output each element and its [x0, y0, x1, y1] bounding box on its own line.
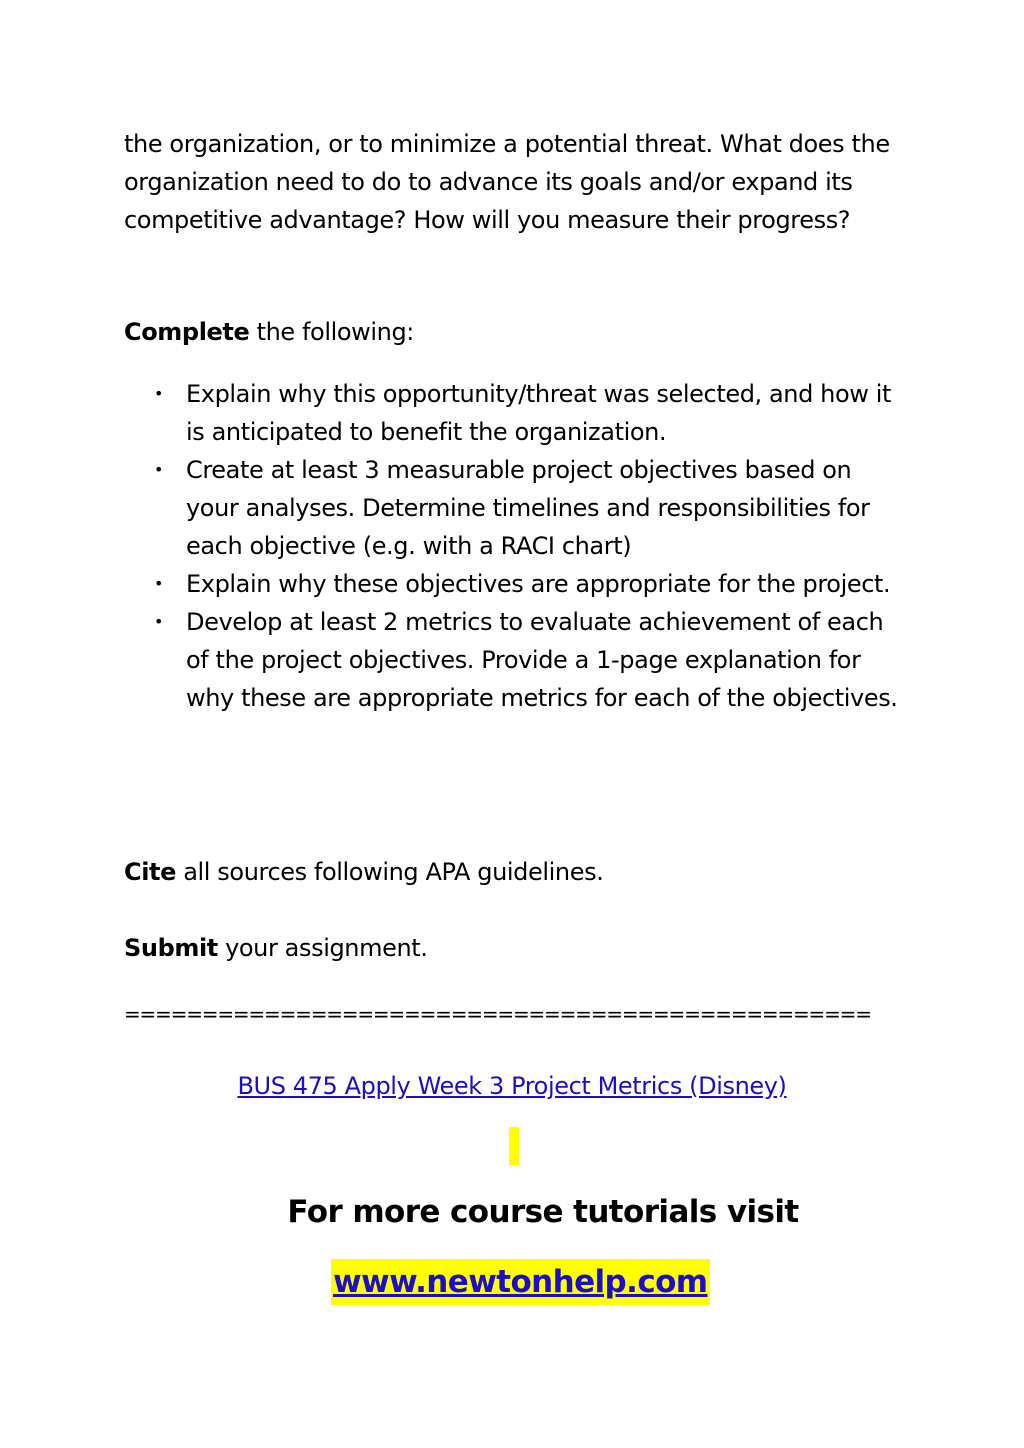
list-item-text: Explain why these objectives are appropriate for the project. — [186, 570, 891, 598]
complete-label: Complete — [124, 318, 250, 346]
highlight-mark — [509, 1127, 519, 1165]
separator-line: ================================================ — [124, 1002, 871, 1026]
bullet-icon: • — [154, 384, 164, 403]
cite-label: Cite — [124, 858, 176, 886]
list-item — [154, 451, 906, 565]
list-item — [154, 603, 906, 717]
submit-text: your assignment. — [217, 934, 428, 962]
course-link-container — [0, 1067, 1024, 1105]
cite-instruction — [124, 853, 914, 891]
complete-instruction — [124, 313, 914, 351]
tutorials-heading: For more course tutorials visit — [287, 1194, 799, 1230]
list-item-text: Develop at least 2 metrics to evaluate achievement of each of the project objectives. Provide a 1-page explanation for why these are appropriate metrics for each of the objectives. — [186, 608, 898, 712]
site-link-highlight — [331, 1259, 710, 1305]
task-list — [0, 375, 898, 717]
site-link[interactable]: www.newtonhelp.com — [333, 1264, 708, 1300]
complete-text: the following: — [249, 318, 414, 346]
cite-text: all sources following APA guidelines. — [176, 858, 604, 886]
bullet-icon: • — [154, 612, 164, 631]
submit-instruction — [124, 929, 914, 967]
course-link[interactable]: BUS 475 Apply Week 3 Project Metrics (Disney) — [237, 1072, 787, 1100]
list-item — [154, 375, 906, 451]
list-item-text: Create at least 3 measurable project objectives based on your analyses. Determine timelines and responsibilities for each objective (e.g. with a RACI chart) — [186, 456, 870, 560]
submit-label: Submit — [124, 934, 218, 962]
list-item — [154, 565, 906, 603]
bullet-icon: • — [154, 574, 164, 593]
bullet-icon: • — [154, 460, 164, 479]
list-item-text: Explain why this opportunity/threat was selected, and how it is anticipated to benefit the organization. — [186, 380, 892, 446]
intro-paragraph: the organization, or to minimize a potential threat. What does the organization need to do to advance its goals and/or expand its competitive advantage? How will you measure their progress? — [124, 130, 890, 234]
